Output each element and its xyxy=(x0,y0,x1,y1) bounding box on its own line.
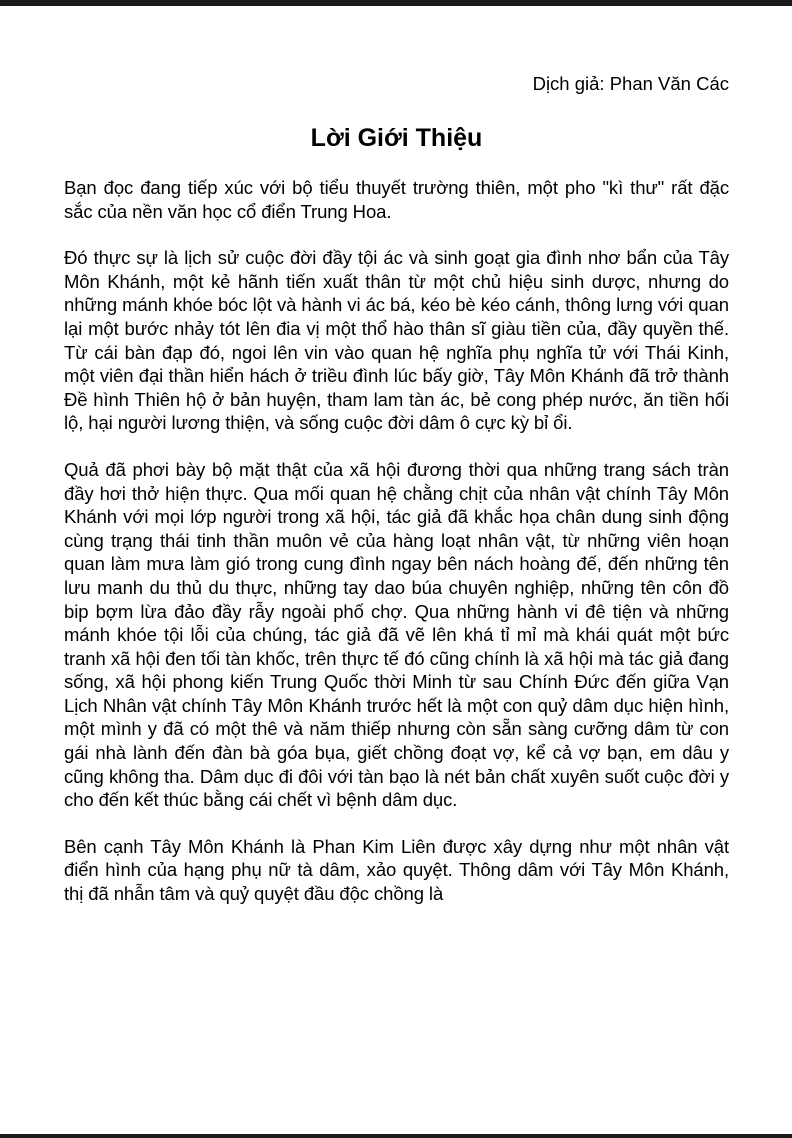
body-text xyxy=(64,176,729,906)
paragraph: Quả đã phơi bày bộ mặt thật của xã hội đương thời qua những trang sách tràn đầy hơi thở hiện thực. Qua mối quan hệ chằng chịt của nhân vật chính Tây Môn Khánh với mọi lớp người trong xã hội, tác giả đã khắc họa chân dung sinh động cùng trạng thái tinh thần muôn vẻ của hàng loạt nhân vật, từ những viên hoạn quan làm mưa làm gió trong cung đình ngay bên nách hoàng đế, đến những tên lưu manh du thủ du thực, những tay dao búa chuyên nghiệp, những tên côn đồ bip bợm lừa đảo đầy rẫy ngoài phố chợ. Qua những hành vi đê tiện và những mánh khóe tội lỗi của chúng, tác giả đã vẽ lên khá tỉ mỉ mà khái quát một bức tranh xã hội đen tối tàn khốc, trên thực tế đó cũng chính là xã hội mà tác giả đang sống, xã hội phong kiến Trung Quốc thời Minh từ sau Chính Đức đến giữa Vạn Lịch Nhân vật chính Tây Môn Khánh trước hết là một con quỷ dâm dục hiện hình, một mình y đã có một thê và năm thiếp nhưng còn sẵn sàng cưỡng dâm từ con gái nhà lành đến đàn bà góa bụa, giết chồng đoạt vợ, kể cả vợ bạn, em dâu y cũng không tha. Dâm dục đi đôi với tàn bạo là nét bản chất xuyên suốt cuộc đời y cho đến kết thúc bằng cái chết vì bệnh dâm dục. xyxy=(64,458,729,811)
translator-credit: Dịch giả: Phan Văn Các xyxy=(532,73,729,94)
paragraph: Đó thực sự là lịch sử cuộc đời đầy tội ác và sinh goạt gia đình nhơ bẩn của Tây Môn Khánh, một kẻ hãnh tiến xuất thân từ một chủ hiệu sinh dược, nhưng do những mánh khóe bóc lột và hành vi ác bá, kéo bè kéo cánh, thông lưng với quan lại một bước nhảy tót lên đia vị một thổ hào thân sĩ giàu tiền của, đầy quyền thế. Từ cái bàn đạp đó, ngoi lên vin vào quan hệ nghĩa phụ nghĩa tử với Thái Kinh, một viên đại thần hiển hách ở triều đình lúc bấy giờ, Tây Môn Khánh đã trở thành Đề hình Thiên hộ ở bản huyện, tham lam tàn ác, bẻ cong phép nước, ăn tiền hối lộ, hại người lương thiện, và sống cuộc đời dâm ô cực kỳ bỉ ổi. xyxy=(64,247,729,434)
top-border xyxy=(0,0,792,6)
paragraph: Bạn đọc đang tiếp xúc với bộ tiểu thuyết trường thiên, một pho "kì thư" rất đặc sắc của nền văn học cổ điển Trung Hoa. xyxy=(64,177,729,222)
bottom-border xyxy=(0,1134,792,1138)
document-page xyxy=(64,70,729,929)
paragraph: Bên cạnh Tây Môn Khánh là Phan Kim Liên được xây dựng như một nhân vật điển hình của hạng phụ nữ tà dâm, xảo quyệt. Thông dâm với Tây Môn Khánh, thị đã nhẫn tâm và quỷ quyệt đầu độc chồng là xyxy=(64,835,729,905)
page-title: Lời Giới Thiệu xyxy=(310,124,483,152)
